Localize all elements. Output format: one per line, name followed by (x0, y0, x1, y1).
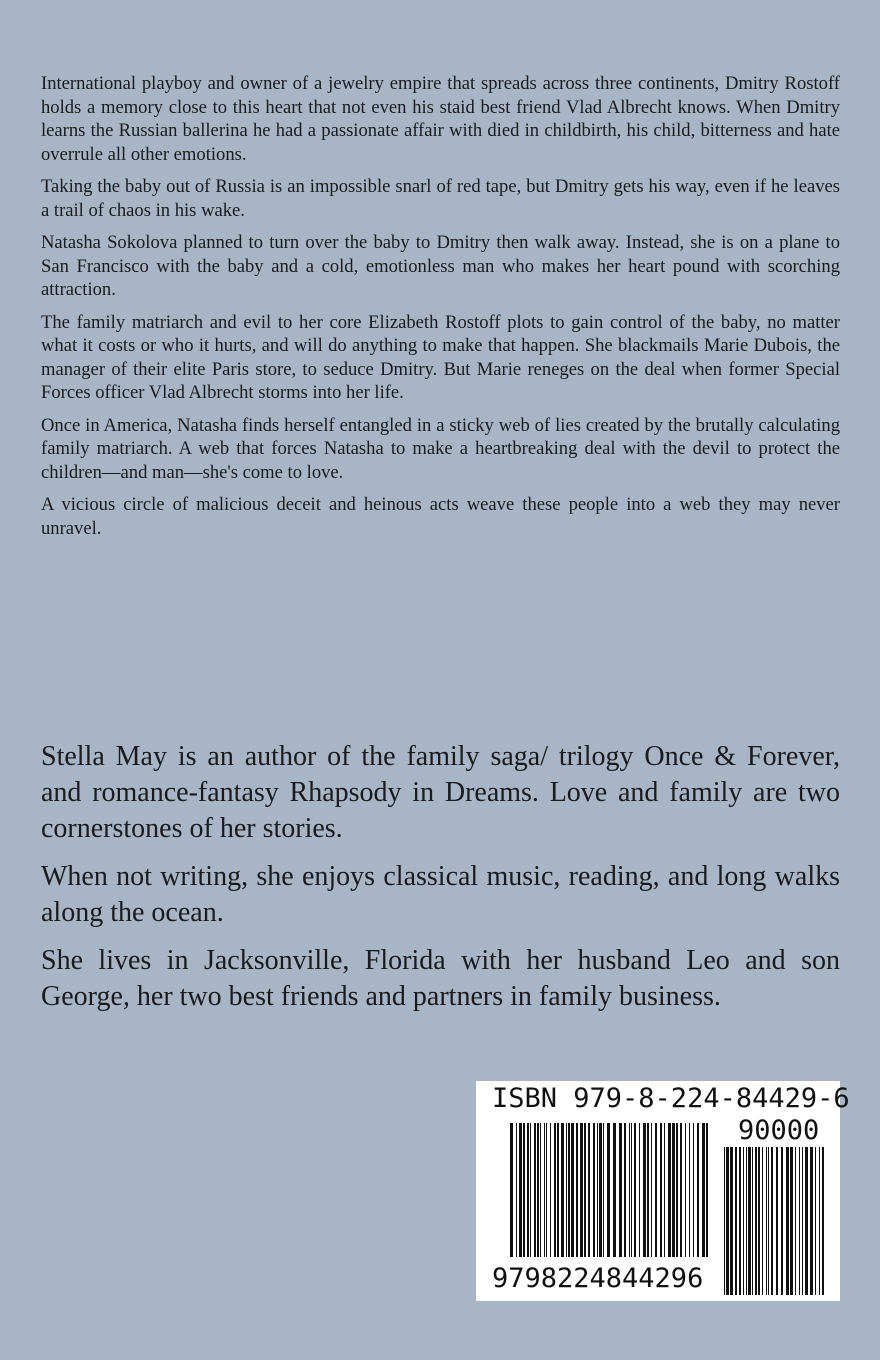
bio-paragraph: Stella May is an author of the family saga/ trilogy Once & Forever, and romance-fantasy Rhapsody in Dreams. Love and family are two cornerstones of her stories. (41, 741, 840, 844)
price-code: 90000 (738, 1115, 820, 1146)
addon-bars (724, 1147, 828, 1295)
blurb-paragraph: International playboy and owner of a jewelry empire that spreads across three continents, Dmitry Rostoff holds a memory close to this heart that not even his staid best friend Vlad Albrecht knows. When Dmitry learns the Russian ballerina he had a passionate affair with died in childbirth, his child, bitterness and hate overrule all other emotions. (41, 73, 840, 165)
isbn-barcode (476, 1081, 850, 1301)
isbn-label: ISBN 979-8-224-84429-6 (492, 1083, 850, 1114)
bio-paragraph: She lives in Jacksonville, Florida with her husband Leo and son George, her two best friends and partners in family business. (41, 945, 840, 1012)
blurb-paragraph: Natasha Sokolova planned to turn over the baby to Dmitry then walk away. Instead, she is on a plane to San Francisco with the baby and a cold, emotionless man who makes her heart pound with scorching attraction. (41, 232, 840, 300)
bio-paragraph: When not writing, she enjoys classical music, reading, and long walks along the ocean. (41, 861, 840, 928)
blurb-paragraph: A vicious circle of malicious deceit and heinous acts weave these people into a web they may never unravel. (41, 494, 840, 539)
author-bio (41, 739, 840, 1027)
ean-digits: 9798224844296 (492, 1263, 704, 1294)
blurb-paragraph: Once in America, Natasha finds herself entangled in a sticky web of lies created by the brutally calculating family matriarch. A web that forces Natasha to make a heartbreaking deal with the devil to protect the children—and man—she's come to love. (41, 414, 840, 483)
back-cover-blurb (41, 72, 840, 549)
blurb-paragraph: The family matriarch and evil to her core Elizabeth Rostoff plots to gain control of the baby, no matter what it costs or who it hurts, and will do anything to make that happen. She blackmails Marie Dubois, the manager of their elite Paris store, to seduce Dmitry. But Marie reneges on the deal when former Special Forces officer Vlad Albrecht storms into her life. (41, 311, 840, 403)
blurb-paragraph: Taking the baby out of Russia is an impossible snarl of red tape, but Dmitry gets his way, even if he leaves a trail of chaos in his wake. (41, 176, 840, 221)
